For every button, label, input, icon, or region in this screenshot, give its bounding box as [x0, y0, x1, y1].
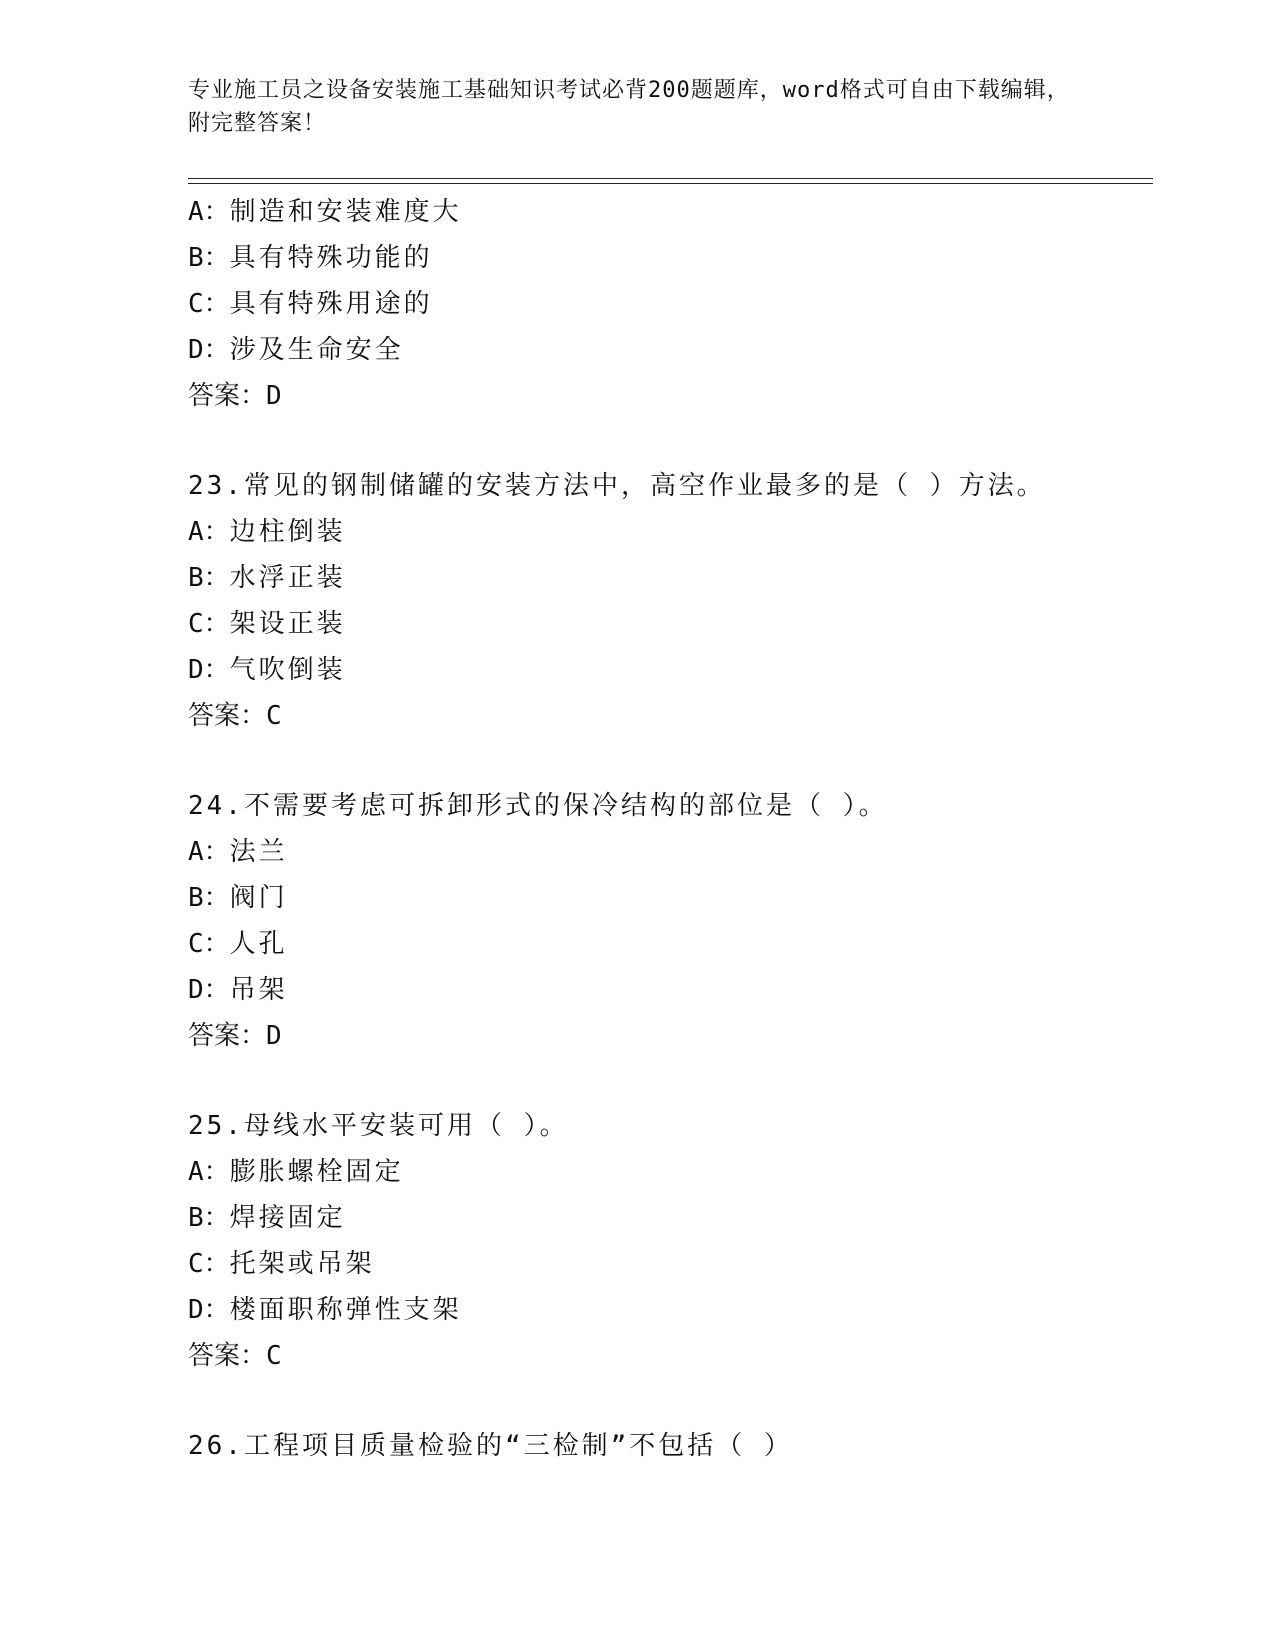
- option-d: D：涉及生命安全: [188, 335, 404, 365]
- header-divider-bottom: [188, 183, 1153, 184]
- option-b: B：具有特殊功能的: [188, 243, 433, 273]
- answer-line: 答案：C: [188, 701, 282, 731]
- answer-line: 答案：D: [188, 1021, 282, 1051]
- option-b: B：阀门: [188, 883, 288, 913]
- option-c: C：托架或吊架: [188, 1249, 375, 1279]
- option-a: A：法兰: [188, 837, 288, 867]
- option-b: B：水浮正装: [188, 563, 346, 593]
- answer-line: 答案：C: [188, 1341, 282, 1371]
- option-d: D：楼面职称弹性支架: [188, 1295, 462, 1325]
- question-fragment: [188, 189, 1148, 419]
- option-c: C：具有特殊用途的: [188, 289, 433, 319]
- document-header: [188, 74, 1088, 140]
- question-text: 25.母线水平安装可用（ ）。: [188, 1111, 569, 1141]
- question-text: 23.常见的钢制储罐的安装方法中，高空作业最多的是（ ）方法。: [188, 471, 1046, 501]
- answer-line: 答案：D: [188, 381, 282, 411]
- option-c: C：架设正装: [188, 609, 346, 639]
- option-d: D：气吹倒装: [188, 655, 346, 685]
- option-a: A：边柱倒装: [188, 517, 346, 547]
- question-list: [188, 189, 1148, 1469]
- question-text: 24.不需要考虑可拆卸形式的保冷结构的部位是（ ）。: [188, 791, 888, 821]
- document-title: 专业施工员之设备安装施工基础知识考试必背200题题库，word格式可自由下载编辑，附完整答案！: [188, 78, 1070, 136]
- question-26: [188, 1423, 1148, 1469]
- question-24: [188, 783, 1148, 1059]
- option-a: A：制造和安装难度大: [188, 197, 462, 227]
- question-23: [188, 463, 1148, 739]
- option-c: C：人孔: [188, 929, 288, 959]
- option-d: D：吊架: [188, 975, 288, 1005]
- header-divider-top: [188, 178, 1153, 179]
- question-25: [188, 1103, 1148, 1379]
- question-text: 26.工程项目质量检验的“三检制”不包括（ ）: [188, 1431, 793, 1461]
- option-a: A：膨胀螺栓固定: [188, 1157, 404, 1187]
- option-b: B：焊接固定: [188, 1203, 346, 1233]
